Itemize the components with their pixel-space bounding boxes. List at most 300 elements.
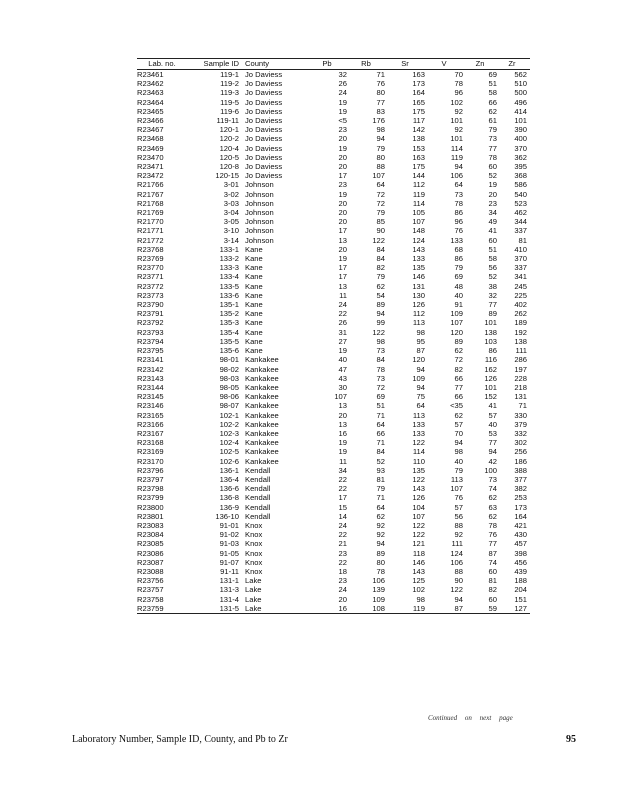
lab-no-cell: R23462 bbox=[137, 79, 164, 89]
lab-no-cell: R23768 bbox=[137, 244, 164, 254]
zn-cell: 101 bbox=[484, 318, 497, 328]
zn-cell: 19 bbox=[488, 180, 497, 190]
lab-no-cell: R21770 bbox=[137, 217, 164, 227]
sr-cell: 112 bbox=[412, 180, 425, 190]
rb-cell: 79 bbox=[376, 208, 385, 218]
zn-cell: 23 bbox=[488, 198, 497, 208]
pb-cell: 16 bbox=[307, 604, 347, 614]
rb-cell: 78 bbox=[376, 364, 385, 374]
v-cell: 76 bbox=[454, 493, 463, 503]
zr-cell: 286 bbox=[514, 355, 527, 365]
sr-cell: 165 bbox=[412, 97, 425, 107]
pb-cell: 40 bbox=[338, 355, 347, 365]
zr-cell: 302 bbox=[514, 438, 527, 448]
zn-cell: 60 bbox=[488, 162, 497, 172]
zr-cell: 456 bbox=[514, 557, 527, 567]
zn-cell: 79 bbox=[488, 125, 497, 135]
county-cell: Jo Daviess bbox=[245, 134, 283, 144]
zr-cell: 421 bbox=[514, 520, 527, 530]
lab-no-cell: R23792 bbox=[137, 318, 164, 328]
sr-cell: 107 bbox=[412, 511, 425, 521]
table-header-row bbox=[137, 59, 530, 70]
zr-cell: 228 bbox=[514, 373, 527, 383]
table-row bbox=[137, 98, 530, 107]
sr-cell: 98 bbox=[416, 594, 425, 604]
county-cell: Kankakee bbox=[245, 355, 279, 365]
sample-id-cell: 136-10 bbox=[215, 511, 239, 521]
pb-cell: 19 bbox=[338, 143, 347, 153]
county-cell: Jo Daviess bbox=[245, 116, 283, 126]
zn-cell: 74 bbox=[488, 557, 497, 567]
sample-id-cell: 131-5 bbox=[187, 604, 242, 614]
rb-cell: 64 bbox=[376, 502, 385, 512]
rb-cell: 93 bbox=[376, 465, 385, 475]
rb-cell: 107 bbox=[372, 171, 385, 181]
rb-cell: 80 bbox=[376, 152, 385, 162]
rb-cell: 98 bbox=[376, 336, 385, 346]
lab-no-cell: R23085 bbox=[137, 539, 164, 549]
pb-cell: 13 bbox=[338, 401, 347, 411]
sample-id-cell: 98-05 bbox=[219, 382, 239, 392]
v-cell: 40 bbox=[454, 456, 463, 466]
zr-cell: 218 bbox=[514, 382, 527, 392]
zn-cell: 41 bbox=[488, 401, 497, 411]
lab-no-cell: R21771 bbox=[137, 226, 164, 236]
zn-cell: 74 bbox=[488, 484, 497, 494]
pb-cell: 22 bbox=[338, 309, 347, 319]
rb-cell: 88 bbox=[376, 162, 385, 172]
table-row bbox=[137, 567, 530, 576]
zn-cell: 69 bbox=[488, 70, 497, 79]
v-cell: 86 bbox=[454, 208, 463, 218]
pb-cell: 19 bbox=[338, 254, 347, 264]
header-sr: Sr bbox=[385, 59, 425, 70]
zr-cell: 188 bbox=[514, 576, 527, 586]
lab-no-cell: R23794 bbox=[137, 336, 164, 346]
pb-cell: 11 bbox=[339, 456, 347, 466]
zn-cell: 32 bbox=[488, 290, 497, 300]
v-cell: 94 bbox=[454, 162, 463, 172]
zn-cell: 138 bbox=[484, 327, 497, 337]
sr-cell: 113 bbox=[412, 318, 425, 328]
table-body bbox=[137, 70, 530, 614]
rb-cell: 79 bbox=[376, 272, 385, 282]
v-cell: 101 bbox=[450, 116, 463, 126]
sample-id-cell: 102-1 bbox=[219, 410, 239, 420]
sr-cell: 175 bbox=[412, 106, 425, 116]
sr-cell: 114 bbox=[412, 198, 425, 208]
county-cell: Jo Daviess bbox=[245, 152, 283, 162]
sr-cell: 118 bbox=[412, 548, 425, 558]
rb-cell: 122 bbox=[372, 235, 385, 245]
sample-id-cell: 3-10 bbox=[223, 226, 239, 236]
table-row bbox=[137, 282, 530, 291]
pb-cell: 17 bbox=[338, 171, 347, 181]
lab-no-cell: R23466 bbox=[137, 116, 164, 126]
sr-cell: 109 bbox=[412, 373, 425, 383]
sample-id-cell: 133-2 bbox=[219, 254, 239, 264]
v-cell: 114 bbox=[450, 143, 463, 153]
zn-cell: 82 bbox=[488, 585, 497, 595]
zr-cell: 81 bbox=[518, 235, 527, 245]
v-cell: 69 bbox=[454, 272, 463, 282]
rb-cell: 69 bbox=[376, 392, 385, 402]
lab-no-cell: R23083 bbox=[137, 520, 164, 530]
county-cell: Johnson bbox=[245, 180, 274, 190]
zr-cell: 186 bbox=[514, 456, 527, 466]
zn-cell: 57 bbox=[488, 410, 497, 420]
zr-cell: 337 bbox=[514, 263, 527, 273]
zn-cell: 62 bbox=[488, 106, 497, 116]
rb-cell: 109 bbox=[372, 594, 385, 604]
v-cell: 62 bbox=[454, 346, 463, 356]
zn-cell: 51 bbox=[488, 244, 497, 254]
v-cell: 68 bbox=[454, 244, 463, 254]
county-cell: Kane bbox=[245, 254, 263, 264]
zr-cell: 189 bbox=[514, 318, 527, 328]
zn-cell: 59 bbox=[463, 604, 497, 614]
table-row bbox=[137, 374, 530, 383]
sr-cell: 94 bbox=[416, 364, 425, 374]
sr-cell: 131 bbox=[412, 281, 425, 291]
zn-cell: 58 bbox=[488, 254, 497, 264]
zr-cell: 111 bbox=[515, 346, 527, 356]
lab-no-cell: R23795 bbox=[137, 346, 164, 356]
county-cell: Kendall bbox=[245, 484, 271, 494]
page-number: 95 bbox=[566, 734, 576, 745]
table-row bbox=[137, 70, 530, 80]
zn-cell: 38 bbox=[488, 281, 497, 291]
sample-id-cell: 98-01 bbox=[219, 355, 239, 365]
pb-cell: 22 bbox=[338, 530, 347, 540]
lab-no-cell: R23758 bbox=[137, 594, 164, 604]
sr-cell: 122 bbox=[412, 520, 425, 530]
county-cell: Kendall bbox=[245, 493, 271, 503]
zr-cell: 414 bbox=[514, 106, 527, 116]
rb-cell: 108 bbox=[347, 604, 385, 614]
header-county: County bbox=[242, 59, 307, 70]
sample-id-cell: 133-3 bbox=[219, 263, 239, 273]
sr-cell: 142 bbox=[412, 125, 425, 135]
zr-cell: 510 bbox=[514, 79, 527, 89]
sample-id-cell: 102-4 bbox=[219, 438, 239, 448]
table-row bbox=[137, 107, 530, 116]
rb-cell: 84 bbox=[376, 355, 385, 365]
v-cell: 89 bbox=[454, 336, 463, 346]
sr-cell: 130 bbox=[412, 290, 425, 300]
sr-cell: 143 bbox=[412, 484, 425, 494]
v-cell: 56 bbox=[454, 511, 463, 521]
sr-cell: 125 bbox=[412, 576, 425, 586]
v-cell: 120 bbox=[450, 327, 463, 337]
table-row bbox=[137, 180, 530, 189]
sample-id-cell: 91-07 bbox=[219, 557, 239, 567]
sample-id-cell: 136-4 bbox=[219, 474, 239, 484]
zr-cell: 197 bbox=[514, 364, 527, 374]
v-cell: 57 bbox=[454, 419, 463, 429]
table-row bbox=[137, 365, 530, 374]
sample-id-cell: 98-02 bbox=[219, 364, 239, 374]
rb-cell: 79 bbox=[376, 143, 385, 153]
zn-cell: 78 bbox=[488, 520, 497, 530]
zr-cell: 388 bbox=[514, 465, 527, 475]
zr-cell: 71 bbox=[518, 401, 527, 411]
pb-cell: 19 bbox=[338, 106, 347, 116]
zn-cell: 60 bbox=[488, 235, 497, 245]
zn-cell: 162 bbox=[484, 364, 497, 374]
v-cell: 66 bbox=[454, 373, 463, 383]
zn-cell: 52 bbox=[488, 272, 497, 282]
pb-cell: 13 bbox=[338, 419, 347, 429]
rb-cell: 71 bbox=[376, 410, 385, 420]
county-cell: Kankakee bbox=[245, 456, 279, 466]
zn-cell: 52 bbox=[488, 171, 497, 181]
zr-cell: 395 bbox=[514, 162, 527, 172]
table-row bbox=[137, 300, 530, 309]
zn-cell: 66 bbox=[488, 97, 497, 107]
sample-id-cell: 136-8 bbox=[219, 493, 239, 503]
pb-cell: 22 bbox=[338, 484, 347, 494]
lab-no-cell: R23773 bbox=[137, 290, 164, 300]
table-row bbox=[137, 558, 530, 567]
sample-id-cell: 102-3 bbox=[219, 428, 239, 438]
pb-cell: 19 bbox=[338, 346, 347, 356]
sample-id-cell: 119-2 bbox=[220, 79, 239, 89]
table-row bbox=[137, 512, 530, 521]
lab-no-cell: R23146 bbox=[137, 401, 164, 411]
zr-cell: 398 bbox=[514, 548, 527, 558]
pb-cell: 17 bbox=[338, 263, 347, 273]
v-cell: 73 bbox=[454, 189, 463, 199]
sr-cell: 87 bbox=[416, 346, 425, 356]
sample-id-cell: 3-01 bbox=[223, 180, 239, 190]
rb-cell: 64 bbox=[376, 419, 385, 429]
county-cell: Johnson bbox=[245, 189, 274, 199]
lab-no-cell: R23144 bbox=[137, 382, 164, 392]
sample-id-cell: 135-3 bbox=[219, 318, 239, 328]
v-cell: 78 bbox=[454, 79, 463, 89]
v-cell: 79 bbox=[454, 465, 463, 475]
sample-id-cell: 135-1 bbox=[219, 300, 239, 310]
v-cell: 57 bbox=[454, 502, 463, 512]
table-row bbox=[137, 447, 530, 456]
table-row bbox=[137, 153, 530, 162]
sr-cell: 133 bbox=[412, 428, 425, 438]
sr-cell: 143 bbox=[412, 244, 425, 254]
lab-no-cell: R23769 bbox=[137, 254, 164, 264]
zr-cell: 540 bbox=[514, 189, 527, 199]
rb-cell: 72 bbox=[376, 198, 385, 208]
rb-cell: 71 bbox=[376, 70, 385, 79]
county-cell: Jo Daviess bbox=[245, 70, 283, 79]
zr-cell: 410 bbox=[514, 244, 527, 254]
table-row bbox=[137, 208, 530, 217]
sr-cell: 120 bbox=[412, 355, 425, 365]
table-row bbox=[137, 272, 530, 281]
zn-cell: 60 bbox=[488, 566, 497, 576]
sample-id-cell: 98-03 bbox=[219, 373, 239, 383]
sample-id-cell: 120-5 bbox=[219, 152, 239, 162]
zn-cell: 41 bbox=[488, 226, 497, 236]
sample-id-cell: 133-5 bbox=[219, 281, 239, 291]
rb-cell: 85 bbox=[376, 217, 385, 227]
sr-cell: 95 bbox=[416, 336, 425, 346]
zr-cell: 586 bbox=[514, 180, 527, 190]
header-v: V bbox=[425, 59, 463, 70]
sample-id-cell: 136-9 bbox=[219, 502, 239, 512]
pb-cell: 27 bbox=[338, 336, 347, 346]
sr-cell: 126 bbox=[412, 493, 425, 503]
pb-cell: 47 bbox=[338, 364, 347, 374]
sample-id-cell: 91-02 bbox=[219, 530, 239, 540]
zn-cell: 152 bbox=[484, 392, 497, 402]
rb-cell: 62 bbox=[376, 511, 385, 521]
sample-id-cell: 3-05 bbox=[223, 217, 239, 227]
table-row bbox=[137, 420, 530, 429]
v-cell: 106 bbox=[450, 557, 463, 567]
county-cell: Lake bbox=[242, 604, 307, 614]
v-cell: 86 bbox=[454, 254, 463, 264]
pb-cell: 17 bbox=[338, 272, 347, 282]
table-row bbox=[137, 217, 530, 226]
table-row bbox=[137, 401, 530, 410]
zr-cell: 500 bbox=[514, 88, 527, 98]
rb-cell: 89 bbox=[376, 548, 385, 558]
pb-cell: 17 bbox=[338, 226, 347, 236]
table-row bbox=[137, 503, 530, 512]
county-cell: Kendall bbox=[245, 465, 271, 475]
pb-cell: 20 bbox=[338, 198, 347, 208]
table-row bbox=[137, 576, 530, 585]
zn-cell: 81 bbox=[488, 576, 497, 586]
county-cell: Kane bbox=[245, 327, 263, 337]
county-cell: Kane bbox=[245, 244, 263, 254]
pb-cell: 24 bbox=[338, 300, 347, 310]
zr-cell: 253 bbox=[514, 493, 527, 503]
v-cell: 91 bbox=[454, 300, 463, 310]
lab-no-cell: R23772 bbox=[137, 281, 164, 291]
pb-cell: 15 bbox=[338, 502, 347, 512]
sample-id-cell: 120-8 bbox=[219, 162, 239, 172]
rb-cell: 52 bbox=[376, 456, 385, 466]
sample-id-cell: 133-1 bbox=[219, 244, 239, 254]
sr-cell: 98 bbox=[416, 327, 425, 337]
sr-cell: 119 bbox=[412, 189, 425, 199]
zr-cell: 262 bbox=[514, 309, 527, 319]
v-cell: 88 bbox=[454, 520, 463, 530]
lab-no-cell: R21767 bbox=[137, 189, 164, 199]
rb-cell: 90 bbox=[376, 226, 385, 236]
table-row bbox=[137, 466, 530, 475]
county-cell: Kane bbox=[245, 290, 263, 300]
zn-cell: 101 bbox=[484, 382, 497, 392]
county-cell: Jo Daviess bbox=[245, 171, 283, 181]
table-row bbox=[137, 162, 530, 171]
sample-id-cell: 136-6 bbox=[219, 484, 239, 494]
zr-cell: 400 bbox=[514, 134, 527, 144]
header-lab-no: Lab. no. bbox=[137, 59, 187, 70]
sample-id-cell: 91-05 bbox=[219, 548, 239, 558]
lab-no-cell: R21768 bbox=[137, 198, 164, 208]
sample-id-cell: 98-06 bbox=[219, 392, 239, 402]
table-row bbox=[137, 263, 530, 272]
rb-cell: 139 bbox=[372, 585, 385, 595]
sample-id-cell: 102-2 bbox=[219, 419, 239, 429]
sr-cell: 163 bbox=[412, 152, 425, 162]
pb-cell: 24 bbox=[338, 585, 347, 595]
pb-cell: 24 bbox=[338, 520, 347, 530]
table-row bbox=[137, 595, 530, 604]
table-row bbox=[137, 355, 530, 364]
zn-cell: 100 bbox=[484, 465, 497, 475]
county-cell: Knox bbox=[245, 566, 263, 576]
pb-cell: 21 bbox=[338, 539, 347, 549]
v-cell: <35 bbox=[450, 401, 463, 411]
zn-cell: 76 bbox=[488, 530, 497, 540]
sr-cell: 107 bbox=[412, 217, 425, 227]
zr-cell: 344 bbox=[514, 217, 527, 227]
table-row bbox=[137, 346, 530, 355]
zr-cell: 151 bbox=[514, 594, 527, 604]
county-cell: Kankakee bbox=[245, 410, 279, 420]
pb-cell: 18 bbox=[338, 566, 347, 576]
sample-id-cell: 119-6 bbox=[220, 106, 239, 116]
zn-cell: 77 bbox=[488, 300, 497, 310]
rb-cell: 106 bbox=[372, 576, 385, 586]
rb-cell: 84 bbox=[376, 254, 385, 264]
zn-cell: 62 bbox=[488, 493, 497, 503]
lab-no-cell: R23801 bbox=[137, 511, 164, 521]
zn-cell: 40 bbox=[488, 419, 497, 429]
rb-cell: 84 bbox=[376, 244, 385, 254]
rb-cell: 82 bbox=[376, 263, 385, 273]
lab-no-cell: R23463 bbox=[137, 88, 164, 98]
rb-cell: 72 bbox=[376, 189, 385, 199]
table-row bbox=[137, 125, 530, 134]
pb-cell: 20 bbox=[338, 244, 347, 254]
table-row bbox=[137, 604, 530, 614]
v-cell: 70 bbox=[454, 428, 463, 438]
sr-cell: 126 bbox=[412, 300, 425, 310]
zr-cell: 370 bbox=[514, 143, 527, 153]
sample-id-cell: 135-2 bbox=[219, 309, 239, 319]
sample-id-cell: 131-3 bbox=[219, 585, 239, 595]
rb-cell: 78 bbox=[376, 566, 385, 576]
rb-cell: 81 bbox=[376, 474, 385, 484]
sr-cell: 122 bbox=[412, 438, 425, 448]
v-cell: 79 bbox=[454, 263, 463, 273]
sr-cell: 135 bbox=[412, 263, 425, 273]
pb-cell: 20 bbox=[338, 208, 347, 218]
rb-cell: 51 bbox=[376, 401, 385, 411]
zr-cell: 337 bbox=[514, 226, 527, 236]
table-row bbox=[137, 226, 530, 235]
zr-cell: 362 bbox=[514, 152, 527, 162]
county-cell: Kane bbox=[245, 300, 263, 310]
table-row bbox=[137, 144, 530, 153]
v-cell: 92 bbox=[454, 530, 463, 540]
rb-cell: 92 bbox=[376, 530, 385, 540]
sample-id-cell: 135-4 bbox=[219, 327, 239, 337]
lab-no-cell: R23166 bbox=[137, 419, 164, 429]
rb-cell: 71 bbox=[376, 493, 385, 503]
sample-id-cell: 3-03 bbox=[223, 198, 239, 208]
sample-id-cell: 91-01 bbox=[219, 520, 239, 530]
pb-cell: 22 bbox=[338, 474, 347, 484]
zn-cell: 56 bbox=[488, 263, 497, 273]
sample-id-cell: 3-14 bbox=[223, 235, 239, 245]
zn-cell: 62 bbox=[488, 511, 497, 521]
